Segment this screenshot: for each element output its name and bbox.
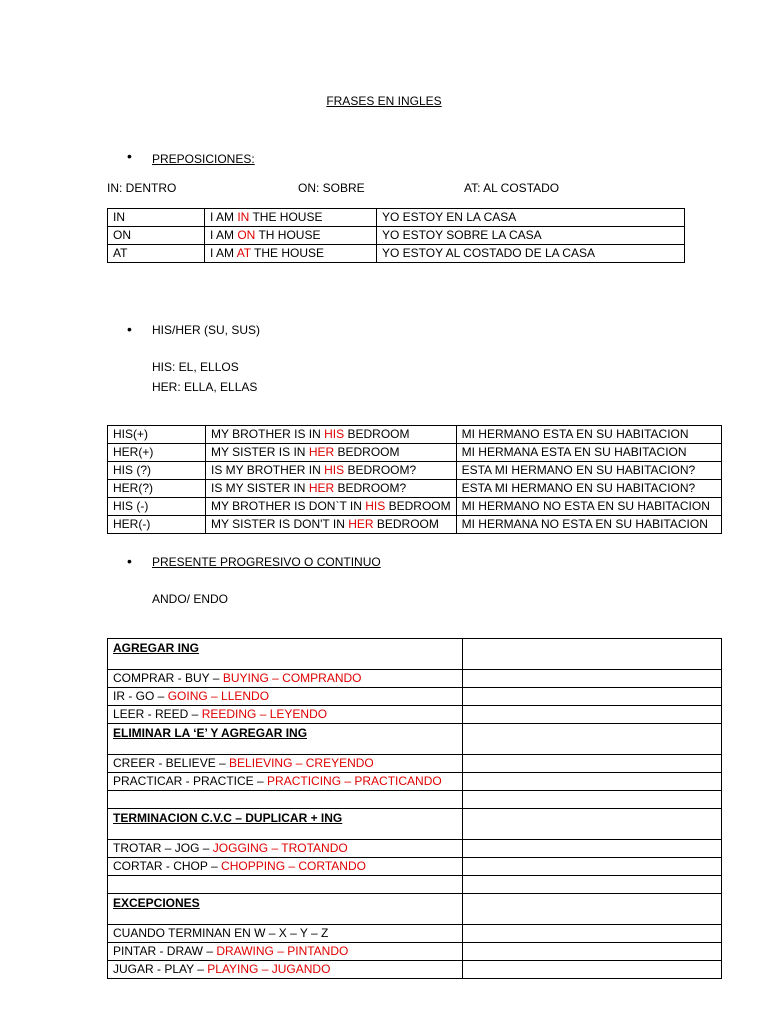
translation-cell (456, 426, 721, 444)
verb-text: PRACTICAR - PRACTICE – (113, 774, 268, 788)
highlight-word: HIS (365, 499, 386, 513)
rule-cell (108, 809, 463, 840)
verb-text: CORTAR - CHOP – (113, 859, 222, 873)
section-subtitle: ANDO/ ENDO (152, 592, 229, 606)
verb-gerund: BUYING – COMPRANDO (222, 671, 362, 685)
word-text: ON (113, 228, 131, 242)
rule-cell (108, 791, 463, 809)
highlight-word: HIS (324, 427, 345, 441)
example-text: IS MY BROTHER IN (211, 463, 325, 477)
example-text: TH HOUSE (255, 228, 321, 242)
rule-cell (108, 724, 463, 755)
translation-text: MI HERMANO ESTA EN SU HABITACION (461, 427, 689, 441)
example-cell (206, 516, 457, 534)
word-cell (108, 516, 206, 534)
empty-cell (463, 925, 722, 943)
example-text: MY BROTHER IS IN (211, 427, 325, 441)
translation-text: ESTA MI HERMANO EN SU HABITACION? (461, 463, 696, 477)
verb-text: TROTAR – JOG – (113, 841, 213, 855)
highlight-word: AT (236, 246, 251, 260)
translation-text: YO ESTOY AL COSTADO DE LA CASA (382, 246, 595, 260)
table-row (108, 480, 722, 498)
table-row (108, 426, 722, 444)
example-text: MY SISTER IS IN (211, 445, 309, 459)
verb-gerund: PLAYING – JUGANDO (207, 962, 331, 976)
example-cell (206, 498, 457, 516)
empty-cell (463, 876, 722, 894)
translation-cell (456, 444, 721, 462)
word-text: HER(-) (113, 517, 151, 531)
verb-text: IR - GO – (113, 689, 168, 703)
word-text: IN (113, 210, 125, 224)
example-text: THE HOUSE (250, 246, 325, 260)
verb-text: LEER - REED – (113, 707, 202, 721)
verb-text: PINTAR - DRAW – (113, 944, 217, 958)
empty-cell (463, 840, 722, 858)
rule-cell (108, 925, 463, 943)
example-text: BEDROOM (334, 445, 400, 459)
example-cell (206, 444, 457, 462)
prepositions-table (107, 208, 685, 263)
table-row (108, 516, 722, 534)
table-row (108, 858, 722, 876)
example-text: I AM (210, 246, 237, 260)
rule-cell (108, 943, 463, 961)
table-row (108, 943, 722, 961)
highlight-word: HIS (324, 463, 345, 477)
example-cell (205, 227, 377, 245)
example-cell (206, 426, 457, 444)
example-text: MY BROTHER IS DON`T IN (211, 499, 366, 513)
empty-cell (463, 858, 722, 876)
rule-cell (108, 670, 463, 688)
example-text: BEDROOM? (334, 481, 407, 495)
section-heading-present-progressive: PRESENTE PROGRESIVO O CONTINUO (152, 555, 381, 569)
table-row (108, 639, 722, 670)
verb-text: CUANDO TERMINAN EN W – X – Y – Z (113, 926, 329, 940)
example-cell (206, 462, 457, 480)
table-row (108, 773, 722, 791)
verb-gerund: GOING – LLENDO (167, 689, 270, 703)
table-row (108, 498, 722, 516)
empty-cell (463, 724, 722, 755)
verb-text: COMPRAR - BUY – (113, 671, 223, 685)
verb-text: JUGAR - PLAY – (113, 962, 208, 976)
highlight-word: HER (308, 481, 335, 495)
rule-cell (108, 840, 463, 858)
example-text: BEDROOM? (344, 463, 417, 477)
rule-cell (108, 688, 463, 706)
empty-cell (463, 755, 722, 773)
word-text: HIS(+) (113, 427, 149, 441)
translation-text: YO ESTOY SOBRE LA CASA (382, 228, 542, 242)
empty-cell (463, 894, 722, 925)
translation-cell (377, 209, 685, 227)
bullet-icon: • (127, 553, 132, 569)
translation-cell (456, 480, 721, 498)
example-text: MY SISTER IS DON'T IN (211, 517, 349, 531)
rule-header: EXCEPCIONES (113, 896, 200, 910)
empty-cell (463, 791, 722, 809)
empty-cell (463, 773, 722, 791)
rule-cell (108, 706, 463, 724)
word-cell (108, 498, 206, 516)
verb-text: CREER - BELIEVE – (113, 756, 230, 770)
word-cell (108, 209, 205, 227)
translation-text: ESTA MI HERMANO EN SU HABITACION? (461, 481, 696, 495)
verb-gerund: PRACTICING – PRACTICANDO (267, 774, 442, 788)
table-row (108, 688, 722, 706)
table-row (108, 209, 685, 227)
verb-gerund: BELIEVING – CREYENDO (229, 756, 374, 770)
empty-cell (463, 943, 722, 961)
definition-at: AT: AL COSTADO (464, 181, 560, 195)
table-row (108, 245, 685, 263)
word-cell (108, 462, 206, 480)
definition-on: ON: SOBRE (298, 181, 365, 195)
example-cell (205, 245, 377, 263)
table-row (108, 462, 722, 480)
definition-in: IN: DENTRO (107, 181, 177, 195)
bullet-icon: • (127, 321, 132, 337)
example-text: BEDROOM (344, 427, 410, 441)
rule-cell (108, 639, 463, 670)
word-cell (108, 444, 206, 462)
rule-cell (108, 773, 463, 791)
verb-gerund: JOGGING – TROTANDO (212, 841, 348, 855)
example-cell (205, 209, 377, 227)
rule-cell (108, 755, 463, 773)
highlight-word: IN (237, 210, 250, 224)
table-row (108, 444, 722, 462)
rule-cell (108, 858, 463, 876)
table-row (108, 227, 685, 245)
table-row (108, 670, 722, 688)
verb-gerund: CHOPPING – CORTANDO (221, 859, 366, 873)
table-row (108, 961, 722, 979)
possessive-his-line: HIS: EL, ELLOS (152, 360, 239, 374)
possessive-her-line: HER: ELLA, ELLAS (152, 380, 258, 394)
table-row (108, 840, 722, 858)
empty-cell (463, 809, 722, 840)
translation-text: MI HERMANO NO ESTA EN SU HABITACION (461, 499, 710, 513)
word-cell (108, 227, 205, 245)
word-text: HER(?) (113, 481, 154, 495)
table-row (108, 791, 722, 809)
word-text: HER(+) (113, 445, 154, 459)
example-text: IS MY SISTER IN (211, 481, 309, 495)
empty-cell (463, 670, 722, 688)
translation-cell (456, 516, 721, 534)
section-heading-possessives: HIS/HER (SU, SUS) (152, 323, 261, 337)
translation-text: MI HERMANA NO ESTA EN SU HABITACION (461, 517, 708, 531)
table-row (108, 894, 722, 925)
translation-cell (377, 227, 685, 245)
table-row (108, 755, 722, 773)
verb-gerund: REEDING – LEYENDO (201, 707, 328, 721)
table-row (108, 809, 722, 840)
rule-header: TERMINACION C.V.C – DUPLICAR + ING (113, 811, 343, 825)
translation-cell (456, 498, 721, 516)
rule-cell (108, 894, 463, 925)
word-cell (108, 480, 206, 498)
translation-cell (456, 462, 721, 480)
example-text: THE HOUSE (249, 210, 323, 224)
highlight-word: ON (237, 228, 256, 242)
verb-gerund: DRAWING – PINTANDO (216, 944, 349, 958)
table-row (108, 925, 722, 943)
table-row (108, 706, 722, 724)
rule-header: AGREGAR ING (113, 641, 200, 655)
word-text: HIS (?) (113, 463, 152, 477)
word-text: HIS (-) (113, 499, 149, 513)
empty-cell (463, 961, 722, 979)
example-cell (206, 480, 457, 498)
translation-text: MI HERMANA ESTA EN SU HABITACION (461, 445, 687, 459)
document-title: FRASES EN INGLES (326, 94, 442, 108)
progressive-table (107, 638, 722, 979)
empty-cell (463, 688, 722, 706)
example-text: BEDROOM (373, 517, 439, 531)
highlight-word: HER (348, 517, 374, 531)
example-text: I AM (210, 210, 238, 224)
table-row (108, 724, 722, 755)
word-cell (108, 426, 206, 444)
word-cell (108, 245, 205, 263)
section-heading-prepositions: PREPOSICIONES: (152, 152, 255, 166)
possessives-table (107, 425, 722, 534)
empty-cell (463, 706, 722, 724)
translation-text: YO ESTOY EN LA CASA (382, 210, 517, 224)
example-text: I AM (210, 228, 238, 242)
empty-cell (463, 639, 722, 670)
bullet-icon: • (127, 148, 132, 164)
rule-cell (108, 876, 463, 894)
translation-cell (377, 245, 685, 263)
rule-cell (108, 961, 463, 979)
rule-header: ELIMINAR LA ‘E’ Y AGREGAR ING (113, 726, 308, 740)
word-text: AT (113, 246, 128, 260)
highlight-word: HER (308, 445, 335, 459)
example-text: BEDROOM (385, 499, 451, 513)
table-row (108, 876, 722, 894)
